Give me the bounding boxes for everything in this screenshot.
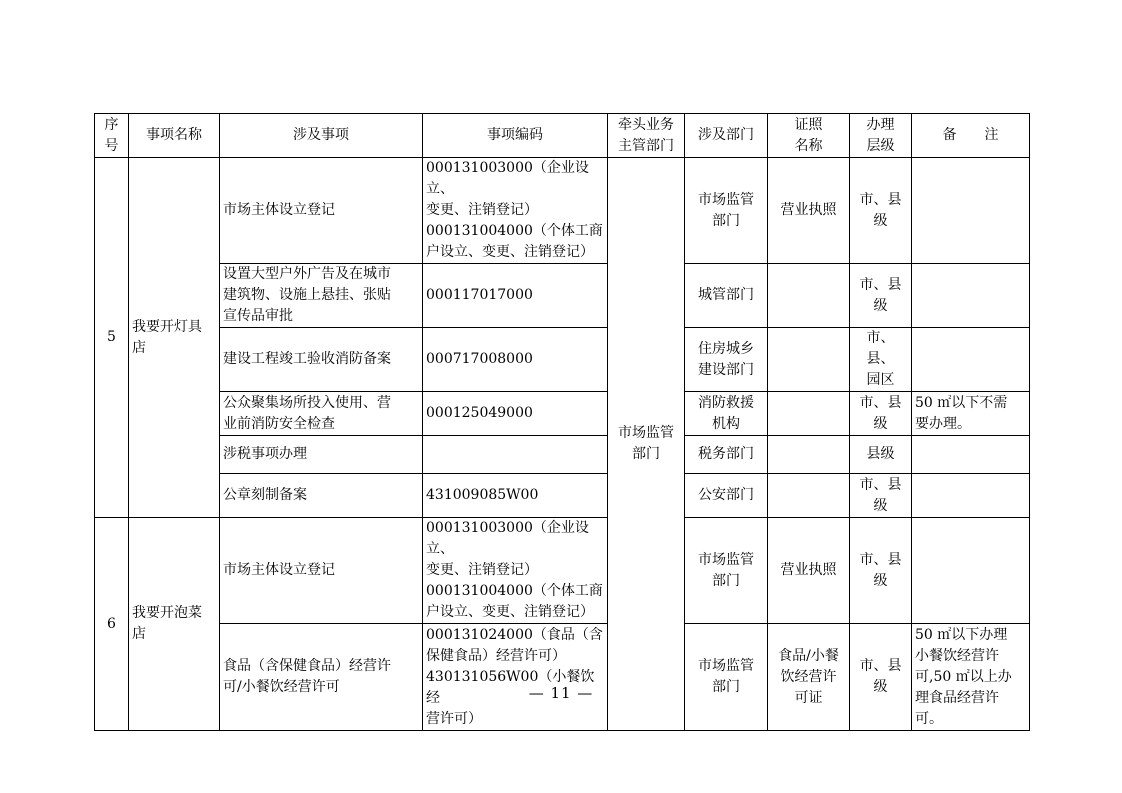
seq-cell: 5 <box>95 158 129 518</box>
involved-item-cell: 食品（含保健食品）经营许 可/小餐饮经营许可 <box>220 624 423 731</box>
remark-cell <box>912 474 1030 518</box>
remark-cell <box>912 158 1030 264</box>
page-number: — 11 — <box>528 684 594 702</box>
level-cell: 县级 <box>850 436 912 474</box>
table-row <box>95 518 1030 624</box>
dept-cell: 公安部门 <box>685 474 768 518</box>
table-row <box>95 328 1030 392</box>
header-level: 办理 层级 <box>850 114 912 158</box>
dept-cell: 市场监管 部门 <box>685 158 768 264</box>
dept-cell: 住房城乡 建设部门 <box>685 328 768 392</box>
level-cell: 市、县 级 <box>850 158 912 264</box>
item-code-cell: 000131003000（企业设立、 变更、注销登记） 000131004000（个体工商 户设立、变更、注销登记） <box>423 518 608 624</box>
table-row <box>95 436 1030 474</box>
table-row <box>95 158 1030 264</box>
item-name-cell: 我要开灯具 店 <box>129 158 220 518</box>
level-cell: 市、县 级 <box>850 624 912 731</box>
header-involved: 涉及事项 <box>220 114 423 158</box>
level-cell: 市、县、 园区 <box>850 328 912 392</box>
header-dept: 涉及部门 <box>685 114 768 158</box>
license-cell <box>768 436 850 474</box>
level-cell: 市、县 级 <box>850 392 912 436</box>
license-cell: 食品/小餐 饮经营许 可证 <box>768 624 850 731</box>
item-code-cell: 000117017000 <box>423 264 608 328</box>
involved-item-cell: 公章刻制备案 <box>220 474 423 518</box>
remark-cell <box>912 518 1030 624</box>
item-code-cell: 000717008000 <box>423 328 608 392</box>
license-cell: 营业执照 <box>768 158 850 264</box>
item-code-cell <box>423 436 608 474</box>
table-row <box>95 474 1030 518</box>
involved-item-cell: 设置大型户外广告及在城市 建筑物、设施上悬挂、张贴 宣传品审批 <box>220 264 423 328</box>
seq-cell: 6 <box>95 518 129 731</box>
involved-item-cell: 公众聚集场所投入使用、营 业前消防安全检查 <box>220 392 423 436</box>
header-name: 事项名称 <box>129 114 220 158</box>
header-row <box>95 114 1030 158</box>
remark-cell: 50 ㎡以下不需 要办理。 <box>912 392 1030 436</box>
item-code-cell: 000131003000（企业设立、 变更、注销登记） 000131004000（个体工商 户设立、变更、注销登记） <box>423 158 608 264</box>
involved-item-cell: 涉税事项办理 <box>220 436 423 474</box>
level-cell: 市、县 级 <box>850 264 912 328</box>
lead-dept-cell: 市场监管 部门 <box>608 158 685 731</box>
remark-cell <box>912 264 1030 328</box>
dept-cell: 市场监管 部门 <box>685 624 768 731</box>
involved-item-cell: 市场主体设立登记 <box>220 158 423 264</box>
remark-cell <box>912 436 1030 474</box>
item-code-cell: 431009085W00 <box>423 474 608 518</box>
level-cell: 市、县 级 <box>850 474 912 518</box>
table-row <box>95 624 1030 731</box>
item-table <box>94 113 1030 731</box>
table-row <box>95 392 1030 436</box>
license-cell: 营业执照 <box>768 518 850 624</box>
remark-cell: 50 ㎡以下办理 小餐饮经营许 可,50 ㎡以上办 理食品经营许 可。 <box>912 624 1030 731</box>
dept-cell: 税务部门 <box>685 436 768 474</box>
involved-item-cell: 建设工程竣工验收消防备案 <box>220 328 423 392</box>
dept-cell: 市场监管 部门 <box>685 518 768 624</box>
item-name-cell: 我要开泡菜 店 <box>129 518 220 731</box>
dept-cell: 城管部门 <box>685 264 768 328</box>
header-lead-dept: 牵头业务 主管部门 <box>608 114 685 158</box>
header-code: 事项编码 <box>423 114 608 158</box>
license-cell <box>768 264 850 328</box>
item-table-container <box>94 113 1030 731</box>
item-code-cell: 000131024000（食品（含 保健食品）经营许可） 430131056W00（小餐饮经 营许可） <box>423 624 608 731</box>
license-cell <box>768 474 850 518</box>
level-cell: 市、县 级 <box>850 518 912 624</box>
table-row <box>95 264 1030 328</box>
dept-cell: 消防救援 机构 <box>685 392 768 436</box>
header-license: 证照 名称 <box>768 114 850 158</box>
license-cell <box>768 392 850 436</box>
item-code-cell: 000125049000 <box>423 392 608 436</box>
remark-cell <box>912 328 1030 392</box>
header-remark: 备 注 <box>912 114 1030 158</box>
license-cell <box>768 328 850 392</box>
header-seq: 序 号 <box>95 114 129 158</box>
involved-item-cell: 市场主体设立登记 <box>220 518 423 624</box>
